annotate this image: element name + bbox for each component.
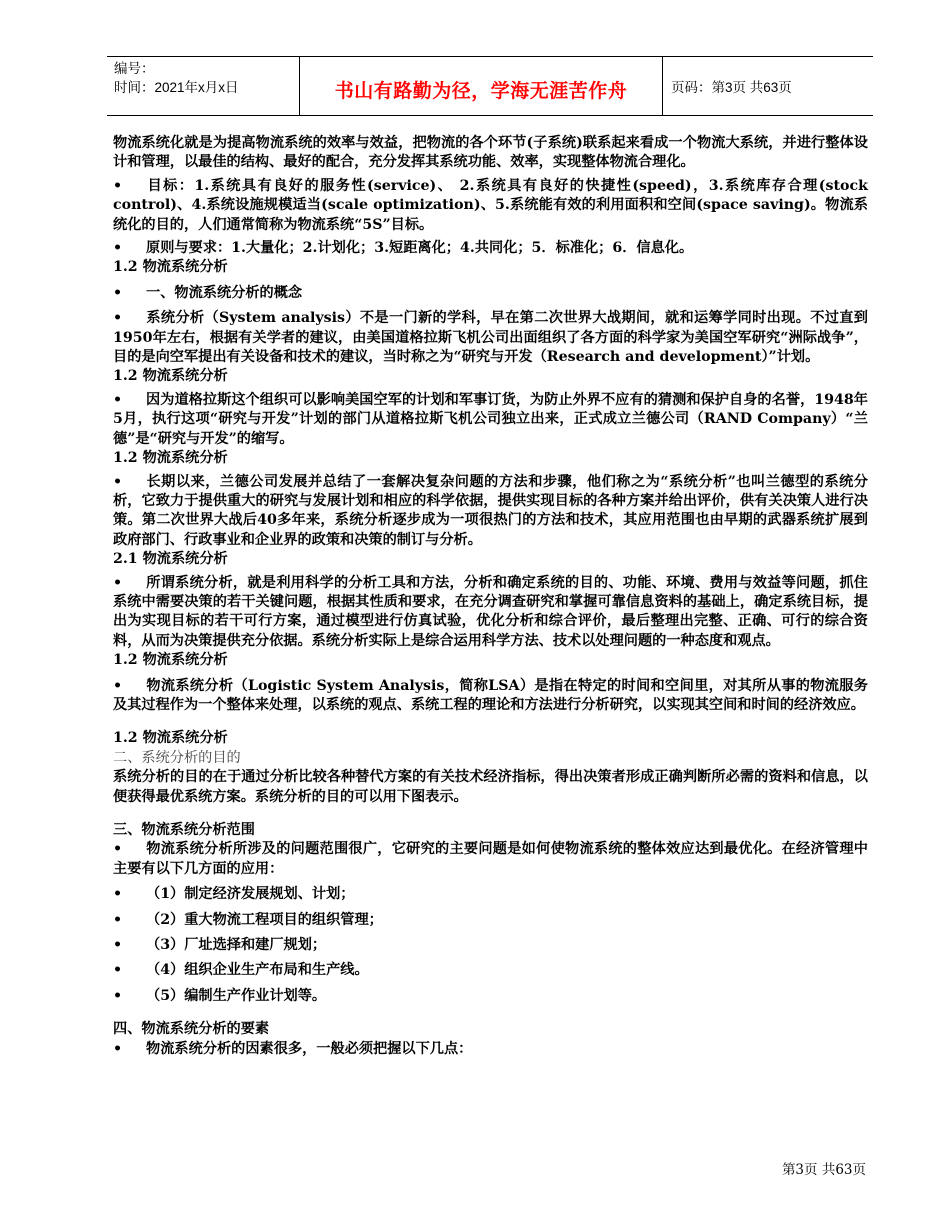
header-meta-cell: [107, 57, 300, 115]
scope-item: [113, 911, 868, 930]
bullet-icon: •: [113, 911, 123, 928]
bullet-icon: •: [113, 391, 123, 408]
paragraph-1: [113, 309, 868, 367]
concept-heading: [113, 284, 868, 303]
elements-paragraph: [113, 1040, 868, 1059]
bullet-icon: •: [113, 1040, 123, 1057]
scope-item-text: （2）重大物流工程项目的组织管理；: [146, 911, 383, 928]
bullet-icon: •: [113, 240, 123, 257]
purpose-text: 系统分析的目的在于通过分析比较各种替代方案的有关技术经济指标，得出决策者形成正确判断所必需的资料和信息，以便获得最优系统方案。系统分析的目的可以用下图表示。: [113, 769, 868, 805]
bullet-icon: •: [113, 310, 123, 327]
scope-item: [113, 961, 868, 980]
bullet-icon: •: [113, 962, 123, 979]
section-heading: 1.2 物流系统分析: [113, 368, 228, 385]
scope-item-text: （5）编制生产作业计划等。: [146, 987, 327, 1004]
intro-paragraph: 物流系统化就是为提高物流系统的效率与效益，把物流的各个环节(子系统)联系起来看成一个物流大系统，并进行整体设计和管理，以最佳的结构、最好的配合，充分发挥其系统功能、效率，实现整体物流合理化。: [113, 135, 868, 171]
header-motto-cell: [300, 57, 663, 115]
section-heading: 1.2 物流系统分析: [113, 259, 228, 276]
section-heading: 1.2 物流系统分析: [113, 730, 228, 747]
bullet-icon: •: [113, 937, 123, 954]
goals-paragraph: [113, 177, 868, 235]
bullet-icon: •: [113, 473, 123, 490]
paragraph-text: 因为道格拉斯这个组织可以影响美国空军的计划和军事订货，为防止外界不应有的猜测和保护自身的名誉，1948年5月，执行这项“研究与开发”计划的部门从道格拉斯飞机公司独立出来，正式成立兰德公司（RAND Company）“兰德”是“研究与开发”的缩写。: [113, 391, 868, 447]
scope-item-text: （3）厂址选择和建厂规划；: [146, 937, 327, 954]
bullet-icon: •: [113, 177, 123, 194]
document-body: [113, 134, 868, 1059]
paragraph-text: 长期以来，兰德公司发展并总结了一套解决复杂问题的方法和步骤，他们称之为“系统分析”也叫兰德型的系统分析，它致力于提供重大的研究与发展计划和相应的科学依据，提供实现目标的各种方案并给出评价，供有关决策人进行决策。第二次世界大战后40多年来，系统分析逐步成为一项很热门的方法和技术，其应用范围也由早期的武器系统扩展到政府部门、行政事业和企业界的政策和决策的制订与分析。: [113, 473, 868, 548]
section-heading: 1.2 物流系统分析: [113, 450, 228, 467]
section-heading: 1.2 物流系统分析: [113, 652, 228, 669]
bullet-icon: •: [113, 574, 123, 591]
concept-title: 一、物流系统分析的概念: [146, 284, 303, 301]
paragraph-text: 所谓系统分析，就是利用科学的分析工具和方法，分析和确定系统的目的、功能、环境、费用与效益等问题，抓住系统中需要决策的若干关键问题，根据其性质和要求，在充分调查研究和掌握可靠信息资料的基础上，确定系统目标，提出为实现目标的若干可行方案，通过模型进行仿真试验，优化分析和综合评价，最后整理出完整、正确、可行的综合资料，从而为决策提供充分依据。系统分析实际上是综合运用科学方法、技术以处理问题的一种态度和观点。: [113, 574, 868, 649]
paragraph-4: [113, 574, 868, 652]
principles-paragraph: [113, 239, 868, 258]
scope-item: [113, 885, 868, 904]
scope-item-text: （1）制定经济发展规划、计划；: [146, 886, 355, 903]
page-header: [107, 56, 873, 116]
goals-text: 目标：1.系统具有良好的服务性(service)、 2.系统具有良好的快捷性(speed)，3.系统库存合理(stock control)、4.系统设施规模适当(scale optimization)、5.系统能有效的利用面积和空间(space saving)。物流系统化的目的，人们通常简称为物流系统“5S”目标。: [113, 177, 868, 233]
purpose-title: 二、系统分析的目的: [113, 749, 241, 766]
scope-title: 三、物流系统分析范围: [113, 822, 255, 838]
bullet-icon: •: [113, 284, 123, 301]
scope-item: [113, 987, 868, 1006]
paragraph-3: [113, 473, 868, 551]
elements-text: 物流系统分析的因素很多，一般必须把握以下几点：: [146, 1040, 473, 1057]
scope-item-text: （4）组织企业生产布局和生产线。: [146, 962, 369, 979]
bullet-icon: •: [113, 886, 123, 903]
header-page-cell: [663, 57, 873, 115]
paragraph-2: [113, 391, 868, 449]
serial-label: 编号：: [114, 61, 155, 76]
date-label: 时间：2021年x月x日: [114, 80, 239, 95]
elements-title: 四、物流系统分析的要素: [113, 1021, 270, 1038]
page-info: 页码：第3页 共63页: [671, 80, 792, 95]
page-footer: 第3页 共63页: [781, 1162, 866, 1178]
principles-text: 原则与要求：1.大量化；2.计划化；3.短距离化；4.共同化；5．标准化；6．信息化。: [146, 240, 694, 257]
scope-text: 物流系统分析所涉及的问题范围很广，它研究的主要问题是如何使物流系统的整体效应达到最优化。在经济管理中主要有以下几方面的应用：: [113, 841, 868, 877]
paragraph-5: [113, 677, 868, 716]
bullet-icon: •: [113, 987, 123, 1004]
motto: 书山有路勤为径，学海无涯苦作舟: [334, 80, 628, 102]
bullet-icon: •: [113, 841, 123, 858]
paragraph-text: 系统分析（System analysis）不是一门新的学科，早在第二次世界大战期间，就和运筹学同时出现。不过直到1950年左右，根据有关学者的建议，由美国道格拉斯飞机公司出面组织了各方面的科学家为美国空军研究“洲际战争”，目的是向空军提出有关设备和技术的建议，当时称之为“研究与开发（Research and development）”计划。: [113, 310, 868, 366]
scope-paragraph: [113, 840, 868, 879]
scope-item: [113, 936, 868, 955]
bullet-icon: •: [113, 677, 123, 694]
paragraph-text: 物流系统分析（Logistic System Analysis，简称LSA）是指在特定的时间和空间里，对其所从事的物流服务及其过程作为一个整体来处理，以系统的观点、系统工程的理论和方法进行分析研究，以实现其空间和时间的经济效应。: [113, 677, 868, 713]
section-heading: 2.1 物流系统分析: [113, 551, 228, 568]
